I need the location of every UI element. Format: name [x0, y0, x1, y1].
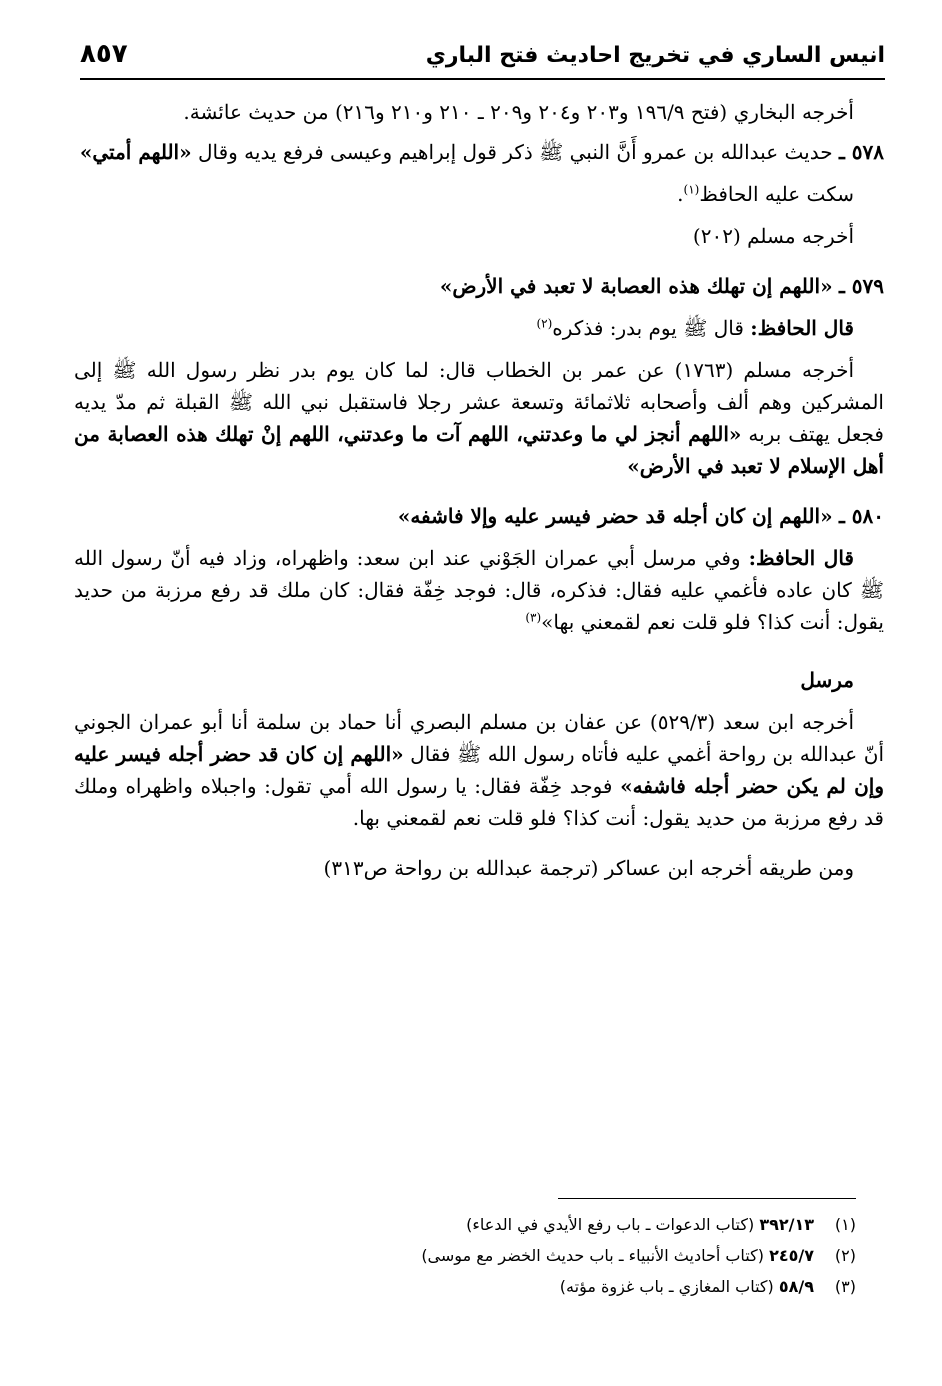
takhrij-text-end: فوجد خِفّة فقال: يا رسول الله أمي تقول: واجبلاه واظهراه وملك قد رفع مرزبة من حديد يقول: أنت كذا؟ فلو قلت نعم لقمعني بها. [74, 774, 884, 830]
footnote-3 [74, 1271, 884, 1302]
footnote-number: (١) [834, 1215, 856, 1234]
paragraph-hafiz-silent [74, 178, 884, 210]
takhrij-quote: «اللهم إن كان قد حضر أجله فيسر عليه وإن لم يكن حضر أجله فاشفه» [74, 742, 884, 798]
footnote-ref: (١) [683, 182, 700, 197]
grading-mursal: مرسل [800, 668, 854, 692]
hadith-number: ٥٧٨ ـ [838, 140, 884, 164]
hafiz-text: وفي مرسل أبي عمران الجَوْني عند ابن سعد: واظهراه، وزاد فيه أنّ رسول الله ﷺ كان عاده فأغمي عليه فقال: فذكره، قال: فوجد خِفّة فقال: كان ملك قد رفع مرزبة من حديد يقول: أنت كذا؟ فلو قلت نعم لقمعني بها» [74, 546, 885, 634]
paragraph-takhrij-bukhari: أخرجه البخاري (فتح ١٩٦/٩ و٢٠٣ و٢٠٤ و٢٠٩ ـ ٢١٠ و٢١٠ و٢١٦) من حديث عائشة. [183, 100, 854, 124]
hadith-580 [74, 500, 884, 532]
hafiz-text: قال ﷺ يوم بدر: فذكره [552, 316, 744, 340]
silent-text: سكت عليه الحافظ [699, 182, 854, 206]
paragraph-hafiz-579 [74, 312, 884, 344]
footnotes [74, 1198, 884, 1302]
footnote-reference: ٣٩٢/١٣ [759, 1215, 814, 1234]
footnote-divider [558, 1198, 856, 1199]
paragraph-ibn-asakir: ومن طريقه أخرجه ابن عساكر (ترجمة عبدالله بن رواحة ص٣١٣) [323, 856, 854, 880]
body-text [74, 96, 884, 884]
paragraph-takhrij-580 [74, 706, 884, 834]
running-title: انيس الساري في تخريج احاديث فتح الباري [425, 43, 885, 68]
footnote-text: (كتاب المغازي ـ باب غزوة مؤته) [559, 1277, 774, 1296]
hadith-number: ٥٨٠ ـ [838, 504, 884, 528]
footnote-1 [74, 1209, 884, 1240]
hafiz-label: قال الحافظ: [750, 316, 854, 340]
footnote-number: (٢) [834, 1246, 856, 1265]
silent-end: . [677, 182, 684, 206]
hadith-quote: «اللهم إن تهلك هذه العصابة لا تعبد في الأرض» [439, 274, 833, 298]
footnote-number: (٣) [834, 1277, 856, 1296]
takhrij-text: أخرجه مسلم (١٧٦٣) عن عمر بن الخطاب قال: لما كان يوم بدر نظر رسول الله ﷺ إلى المشركين وهم ألف وأصحابه ثلاثمائة وتسعة عشر رجلا فاستقبل نبي الله ﷺ القبلة ثم مدّ يديه فجعل يهتف بربه [74, 358, 884, 446]
paragraph-takhrij-muslim: أخرجه مسلم (٢٠٢) [692, 224, 854, 248]
page-number: ٨٥٧ [80, 39, 128, 69]
hadith-text: حديث عبدالله بن عمرو أَنَّ النبي ﷺ ذكر قول إبراهيم وعيسى فرفع يديه وقال [197, 140, 833, 164]
paragraph-takhrij-579 [74, 354, 884, 482]
footnote-ref: (٢) [536, 316, 553, 331]
hadith-579 [74, 270, 884, 302]
footnote-text: (كتاب الدعوات ـ باب رفع الأيدي في الدعاء) [466, 1215, 755, 1234]
footnote-2 [74, 1240, 884, 1271]
takhrij-quote: «اللهم أنجز لي ما وعدتني، اللهم آت ما وعدتني، اللهم إنْ تهلك هذه العصابة من أهل الإسلام لا تعبد في الأرض» [74, 422, 884, 478]
paragraph-hafiz-580 [74, 542, 884, 638]
footnote-ref: (٣) [525, 610, 542, 625]
footnote-reference: ٢٤٥/٧ [769, 1246, 814, 1265]
hadith-578 [74, 136, 884, 168]
hafiz-label: قال الحافظ: [748, 546, 854, 570]
hadith-quote: «اللهم أمتي» [79, 140, 192, 164]
page-header [80, 34, 885, 80]
takhrij-text: أخرجه ابن سعد (٥٢٩/٣) عن عفان بن مسلم البصري أنا حماد بن سلمة أنا أبو عمران الجوني أنّ عبدالله بن رواحة أغمي عليه فأتاه رسول الله ﷺ فقال [74, 710, 884, 766]
footnote-reference: ٥٨/٩ [778, 1277, 814, 1296]
hadith-number: ٥٧٩ ـ [838, 274, 884, 298]
hadith-quote: «اللهم إن كان أجله قد حضر فيسر عليه وإلا فاشفه» [397, 504, 833, 528]
footnote-text: (كتاب أحاديث الأنبياء ـ باب حديث الخضر مع موسى) [421, 1246, 764, 1265]
